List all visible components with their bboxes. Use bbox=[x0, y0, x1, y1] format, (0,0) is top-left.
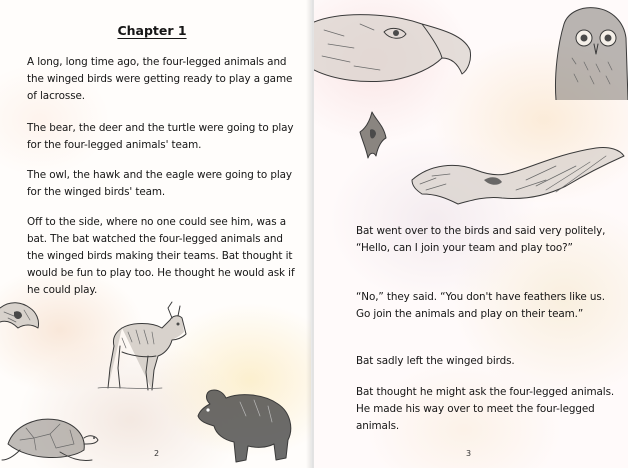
right-paragraph-1: Bat went over to the birds and said very politely, “Hello, can I join your team and play too?” bbox=[356, 225, 606, 254]
hawk-illustration bbox=[406, 140, 626, 220]
left-paragraph-1: A long, long time ago, the four-legged animals and the winged birds were getting ready to play a game of lacrosse. bbox=[27, 56, 293, 102]
eagle-illustration bbox=[314, 10, 474, 100]
bat-fragment-illustration bbox=[0, 298, 44, 340]
left-paragraph-4: Off to the side, where no one could see him, was a bat. The bat watched the four-legged animals and the winged birds making their teams. Bat thought it would be fun to play too. He thought he would ask if he could play. bbox=[27, 216, 295, 296]
right-paragraph-4: Bat thought he might ask the four-legged animals. He made his way over to meet the four-legged animals. bbox=[356, 386, 615, 432]
bat-illustration bbox=[358, 110, 388, 162]
turtle-illustration bbox=[0, 404, 100, 468]
left-page bbox=[0, 0, 311, 468]
right-page bbox=[314, 0, 628, 468]
page-number-right: 3 bbox=[466, 449, 472, 458]
chapter-title: Chapter 1 bbox=[117, 23, 187, 38]
bear-illustration bbox=[190, 382, 300, 466]
left-paragraph-2: The bear, the deer and the turtle were going to play for the four-legged animals' team. bbox=[27, 122, 294, 151]
deer-illustration bbox=[92, 298, 192, 394]
right-paragraph-3: Bat sadly left the winged birds. bbox=[356, 355, 515, 367]
page-number-left: 2 bbox=[154, 449, 160, 458]
right-paragraph-2: “No,” they said. “You don't have feathers like us. Go join the animals and play on their team.” bbox=[356, 291, 605, 320]
left-paragraph-3: The owl, the hawk and the eagle were going to play for the winged birds' team. bbox=[27, 169, 292, 198]
owl-illustration bbox=[552, 4, 628, 100]
